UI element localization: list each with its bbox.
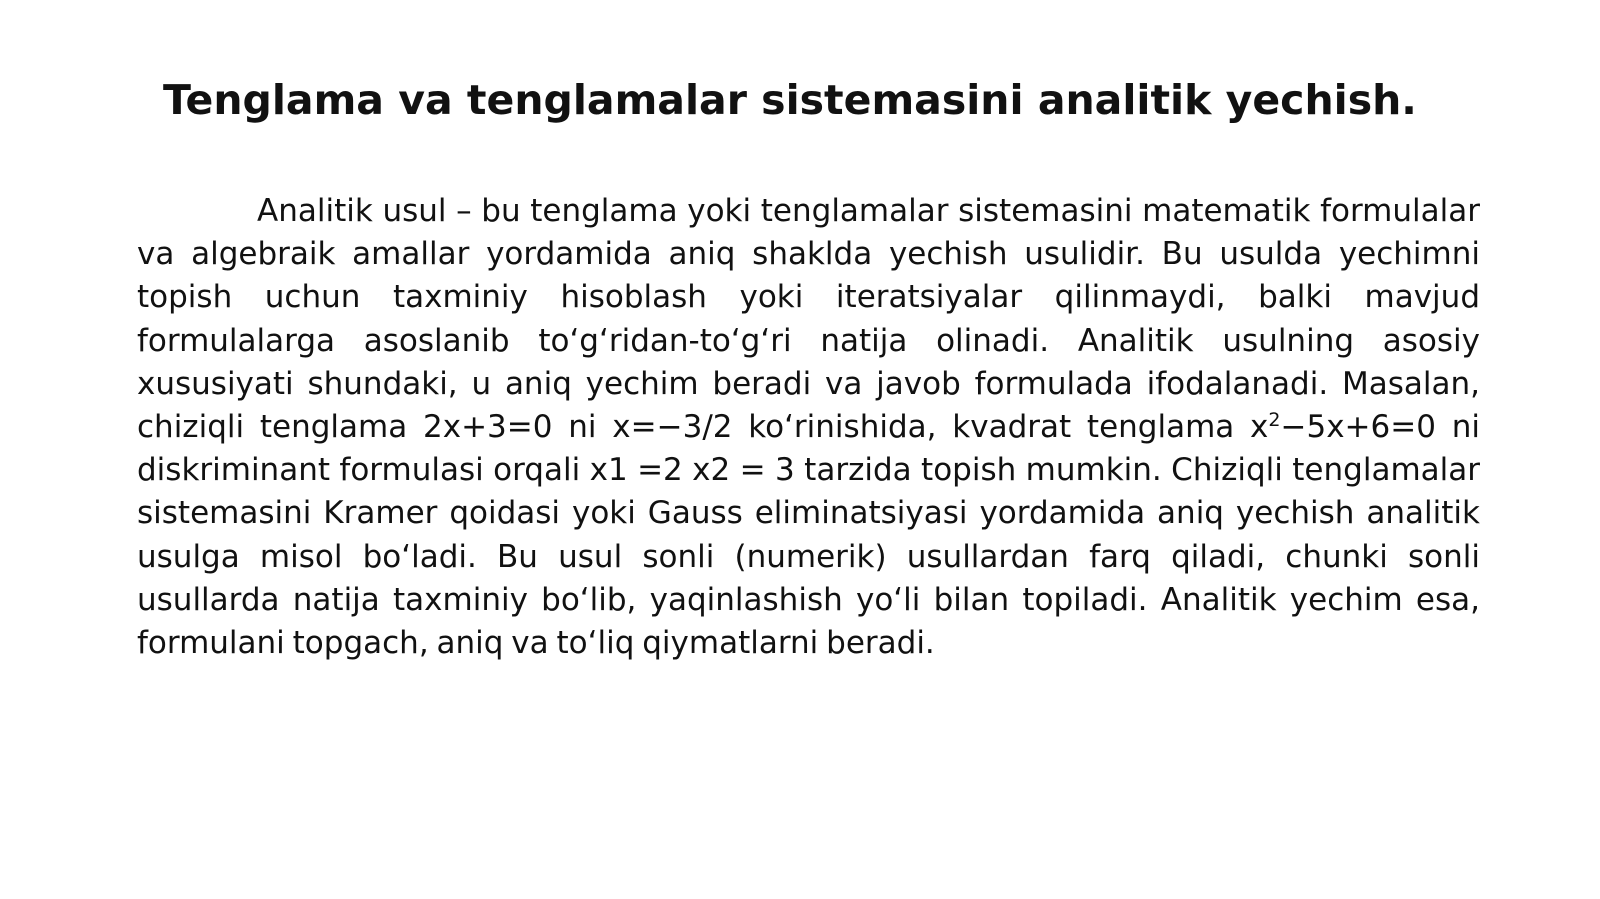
exponent-superscript: 2 [1268, 409, 1281, 432]
paragraph-text-part1: Analitik usul – bu tenglama yoki tenglamalar sistemasini matematik formulalar va algebraik amallar yordamida aniq shaklda yechish usulidir. Bu usulda yechimni topish uchun taxminiy hisoblash yoki iteratsiyalar qilinmaydi, balki mavjud formulalarga asoslanib to‘g‘ridan-to‘g‘ri natija olinadi. Analitik usulning asosiy xususiyati shundaki, u aniq yechim beradi va javob formulada ifodalanadi. Masalan, chiziqli tenglama 2x+3=0 ni x=−3/2 ko‘rinishida, kvadrat tenglama x [137, 193, 1480, 446]
paragraph-text-part2: −5x+6=0 ni diskriminant formulasi orqali x1 =2 x2 = 3 tarzida topish mumkin. Chiziqli tenglamalar sistemasini Kramer qoidasi yoki Gauss eliminatsiyasi yordamida aniq yechish analitik usulga misol bo‘ladi. Bu usul sonli (numerik) usullardan farq qiladi, chunki sonli usullarda natija taxminiy bo‘lib, yaqinlashish yo‘li bilan topiladi. Analitik yechim esa, formulani topgach, aniq va to‘liq qiymatlarni beradi. [137, 409, 1480, 662]
body-paragraph [137, 190, 1480, 665]
slide-title: Tenglama va tenglamalar sistemasini analitik yechish. [163, 76, 1417, 124]
